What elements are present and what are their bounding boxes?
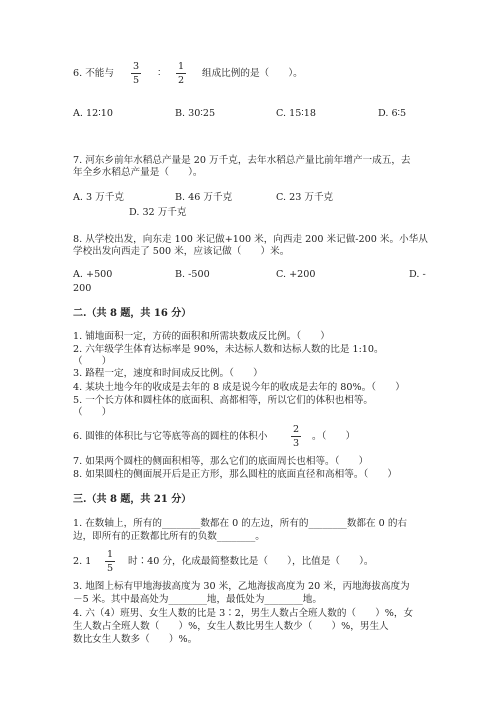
q7-option-c: C. 23 万千克	[276, 192, 334, 203]
q6-fraction-three-fifths	[130, 61, 142, 86]
sec2-q4: 4. 某块土地今年的收成是去年的 8 成是说今年的收成是去年的 80%。（ ）	[73, 382, 405, 393]
q8-option-c: C. +200	[276, 269, 316, 280]
fraction-bar	[131, 73, 141, 74]
fraction-denominator: 3	[292, 438, 300, 449]
sec2-q1: 1. 铺地面积一定，方砖的面积和所需块数成反比例。（ ）	[73, 331, 330, 342]
q6-option-a: A. 12∶10	[73, 108, 113, 119]
sec2-q6-start: 6. 圆锥的体积比与它等底等高的圆柱的体积小	[73, 431, 268, 442]
q6-stem-start: 6. 不能与	[73, 68, 114, 79]
fraction-denominator: 5	[132, 75, 140, 86]
fraction-numerator: 2	[292, 424, 300, 435]
sec2-q2-blank: （ ）	[73, 356, 112, 367]
sec2-q6-fraction-two-thirds	[290, 424, 302, 449]
sec3-q1-line2: 边，即所有的正数都比所有的负数________。	[73, 531, 265, 542]
sec3-q1-line1: 1. 在数轴上，所有的________数都在 0 的左边，所有的________数都在 0 的右	[73, 518, 408, 529]
q8-option-d-continued: 200	[73, 283, 92, 294]
fraction-bar	[291, 436, 301, 437]
sec2-q2: 2. 六年级学生体育达标率是 90%，未达标人数和达标人数的比是 1:10。	[73, 344, 384, 355]
fraction-denominator: 2	[177, 75, 185, 86]
q8-stem-line1: 8. 从学校出发，向东走 100 米记做+100 米，向西走 200 米记做-200 米。小华从	[73, 234, 428, 245]
q8-option-b: B. -500	[175, 269, 210, 280]
q8-stem-line2: 学校出发向西走了 500 米，应该记做（ ）米。	[73, 246, 290, 257]
sec3-q2-fraction-one-fifth	[104, 549, 116, 574]
sec3-q3-line1: 3. 地图上标有甲地海拔高度为 30 米，乙地海拔高度为 20 米，丙地海拔高度为	[73, 581, 410, 592]
q6-fraction-one-half	[175, 61, 187, 86]
q8-option-a: A. +500	[73, 269, 113, 280]
q7-stem-line1: 7. 河东乡前年水稻总产量是 20 万千克，去年水稻总产量比前年增产一成五，去	[73, 155, 411, 166]
sec2-q5-blank: （ ）	[73, 407, 112, 418]
q7-option-a: A. 3 万千克	[73, 192, 124, 203]
q6-colon: ∶	[158, 68, 161, 79]
q7-stem-line2: 年全乡水稻总产量是（ ）。	[73, 167, 203, 178]
fraction-numerator: 3	[132, 61, 140, 72]
q6-option-d: D. 6∶5	[378, 108, 407, 119]
fraction-bar	[105, 561, 115, 562]
fraction-denominator: 5	[106, 563, 114, 574]
section-3-heading: 三.（共 8 题，共 21 分）	[73, 494, 192, 505]
sec2-q8: 8. 如果圆柱的侧面展开后是正方形，那么圆柱的底面直径和高相等。（ ）	[73, 469, 397, 480]
q7-option-d: D. 32 万千克	[129, 207, 187, 218]
q7-option-b: B. 46 万千克	[175, 192, 233, 203]
q6-stem-end: 组成比例的是（ ）。	[202, 68, 303, 79]
fraction-bar	[176, 73, 186, 74]
fraction-numerator: 1	[106, 549, 114, 560]
sec3-q2-end: 时∶40 分，化成最简整数比是（ ），比值是（ ）。	[128, 556, 374, 567]
q6-option-b: B. 30∶25	[175, 108, 216, 119]
sec2-q6-end: 。（ ）	[312, 431, 356, 442]
sec3-q4-line3: 数比女生人数多（ ）%。	[73, 634, 198, 645]
sec3-q2-start: 2. 1	[73, 556, 92, 567]
sec2-q5: 5. 一个长方体和圆柱体的底面积、高都相等，所以它们的体积也相等。	[73, 395, 374, 406]
sec2-q7: 7. 如果两个圆柱的侧面积相等，那么它们的底面周长也相等。（ ）	[73, 456, 369, 467]
sec2-q3: 3. 路程一定，速度和时间成反比例。（ ）	[73, 368, 263, 379]
section-2-heading: 二.（共 8 题，共 16 分）	[73, 308, 192, 319]
sec3-q3-line2: －5 米。其中最高处为________地，最低处为________地。	[73, 594, 322, 605]
q8-option-d: D. -	[409, 269, 426, 280]
fraction-numerator: 1	[177, 61, 185, 72]
q6-option-c: C. 15∶18	[276, 108, 317, 119]
sec3-q4-line1: 4. 六（4）班男、女生人数的比是 3∶2，男生人数占全班人数的（ ）%，女	[73, 608, 414, 619]
sec3-q4-line2: 生人数占全班人数（ ）%，女生人数比男生人数少（ ）%，男生人	[73, 621, 389, 632]
